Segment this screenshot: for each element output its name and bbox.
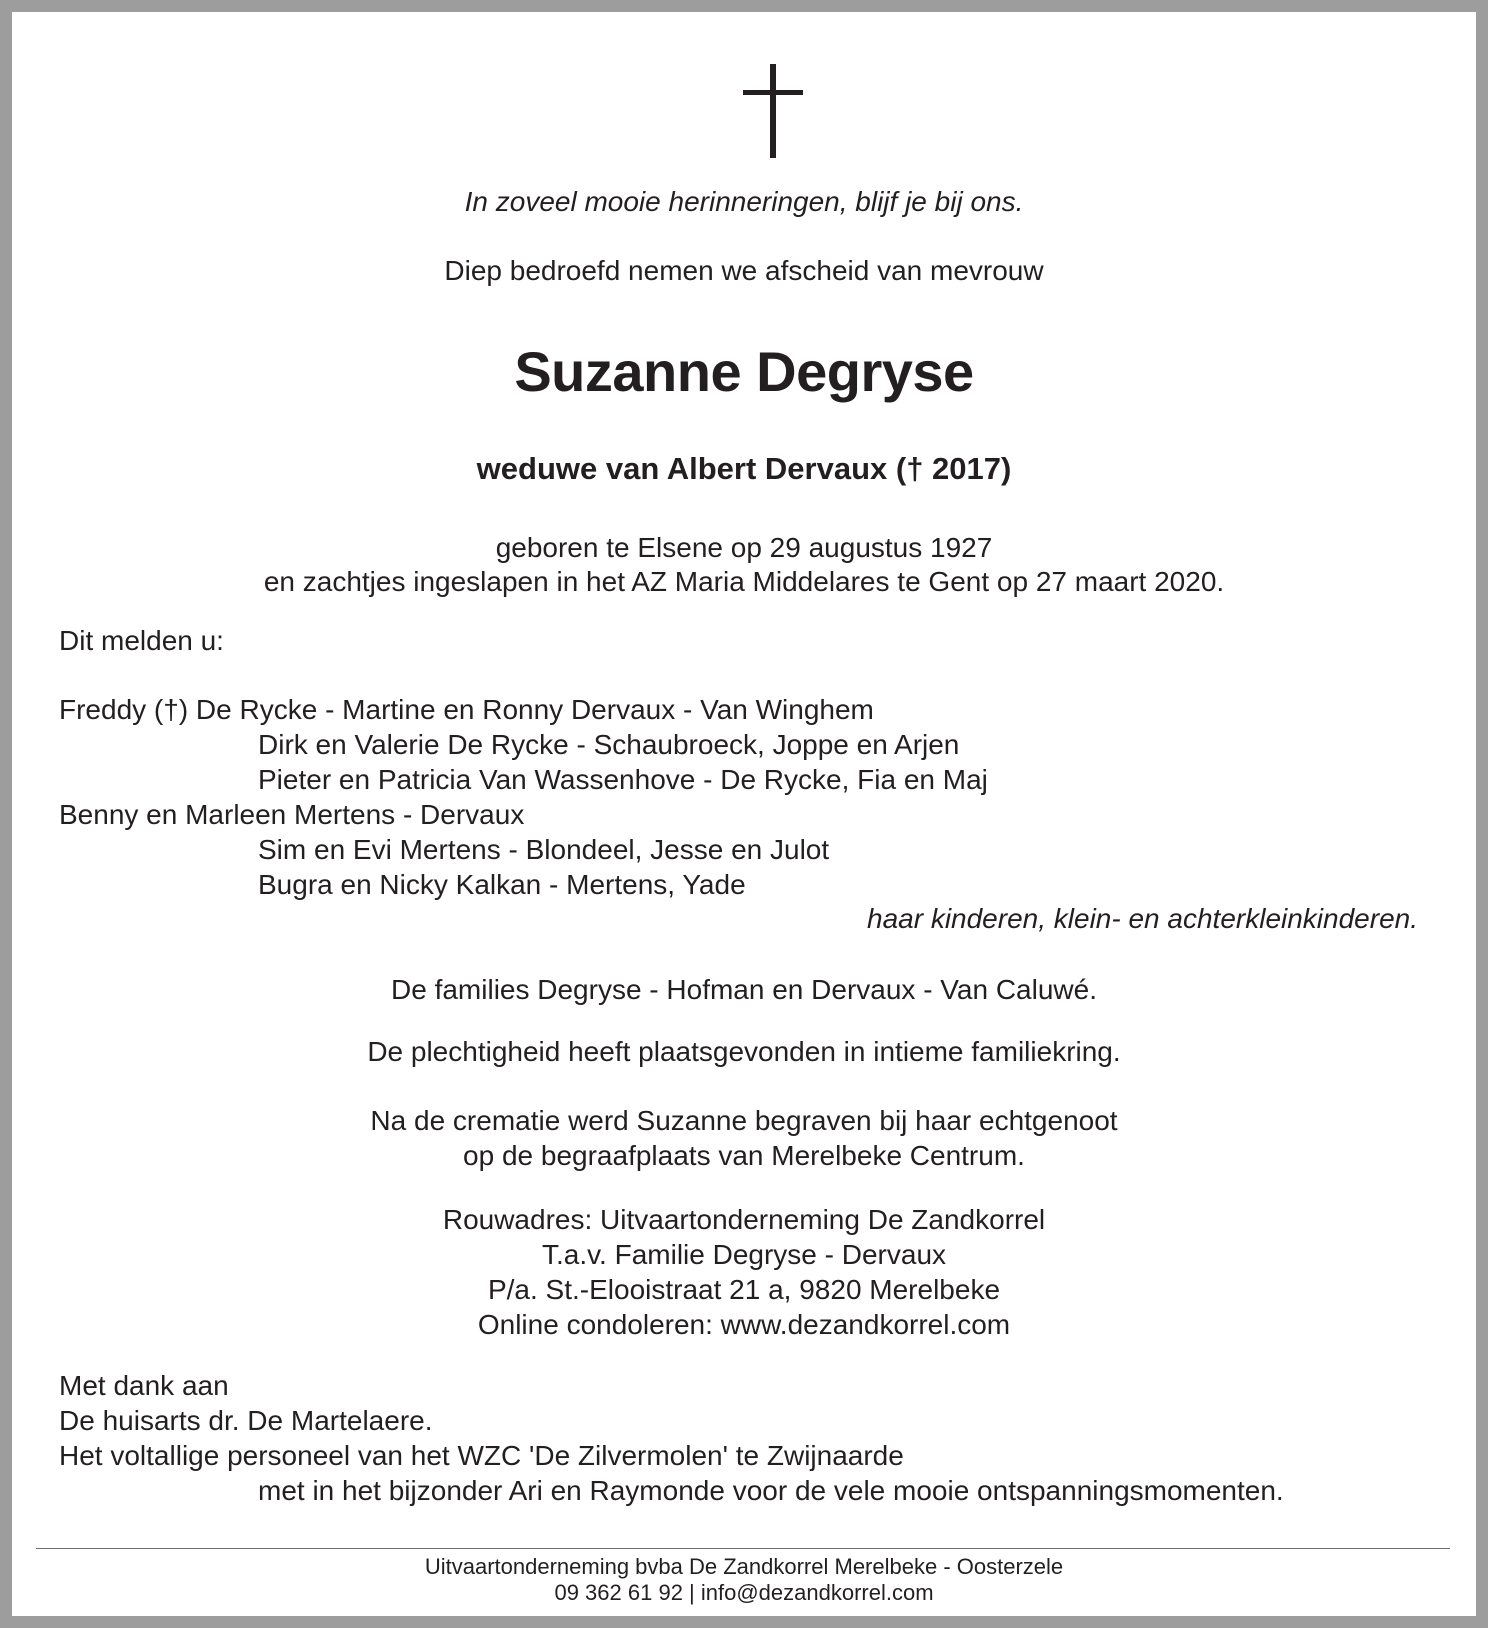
burial-line: Na de crematie werd Suzanne begraven bij haar echtgenoot	[370, 1105, 1118, 1136]
cross-icon	[743, 64, 803, 158]
thanks-line: met in het bijzonder Ari en Raymonde voor de vele mooie ontspanningsmomenten.	[258, 1475, 1284, 1506]
family-line: Pieter en Patricia Van Wassenhove - De Rycke, Fia en Maj	[258, 764, 988, 795]
family-line: Bugra en Nicky Kalkan - Mertens, Yade	[258, 869, 746, 900]
motto: In zoveel mooie herinneringen, blijf je bij ons.	[464, 186, 1024, 217]
ceremony-text: De plechtigheid heeft plaatsgevonden in intieme familiekring.	[367, 1036, 1121, 1067]
widow-of: weduwe van Albert Dervaux († 2017)	[476, 451, 1012, 486]
intro-text: Diep bedroefd nemen we afscheid van mevrouw	[444, 255, 1044, 286]
footer-divider	[36, 1548, 1450, 1549]
birth-info: geboren te Elsene op 29 augustus 1927	[495, 532, 993, 563]
death-info: en zachtjes ingeslapen in het AZ Maria Middelares te Gent op 27 maart 2020.	[263, 566, 1225, 597]
families-text: De families Degryse - Hofman en Dervaux - Van Caluwé.	[391, 974, 1097, 1005]
thanks-line: De huisarts dr. De Martelaere.	[59, 1405, 433, 1436]
obituary-notice	[20, 18, 1468, 1610]
address-line: T.a.v. Familie Degryse - Dervaux	[541, 1239, 947, 1270]
footer-company: Uitvaartonderneming bvba De Zandkorrel Merelbeke - Oosterzele	[424, 1554, 1064, 1579]
address-line: Rouwadres: Uitvaartonderneming De Zandkorrel	[442, 1204, 1046, 1235]
footer-contact: 09 362 61 92 | info@dezandkorrel.com	[554, 1580, 934, 1605]
thanks-line: Met dank aan	[59, 1370, 229, 1401]
thanks-line: Het voltallige personeel van het WZC 'De Zilvermolen' te Zwijnaarde	[59, 1440, 904, 1471]
family-line: Dirk en Valerie De Rycke - Schaubroeck, Joppe en Arjen	[258, 729, 960, 760]
family-line: Sim en Evi Mertens - Blondeel, Jesse en Julot	[258, 834, 830, 865]
announce-text: Dit melden u:	[59, 625, 224, 656]
family-line: Benny en Marleen Mertens - Dervaux	[59, 799, 525, 830]
burial-line: op de begraafplaats van Merelbeke Centrum.	[463, 1140, 1025, 1171]
family-line: Freddy (†) De Rycke - Martine en Ronny Dervaux - Van Winghem	[59, 694, 874, 725]
condolence-line: Online condoleren: www.dezandkorrel.com	[477, 1309, 1011, 1340]
family-role: haar kinderen, klein- en achterkleinkinderen.	[867, 903, 1418, 934]
address-line: P/a. St.-Elooistraat 21 a, 9820 Merelbeke	[487, 1274, 1001, 1305]
deceased-name: Suzanne Degryse	[514, 340, 974, 403]
